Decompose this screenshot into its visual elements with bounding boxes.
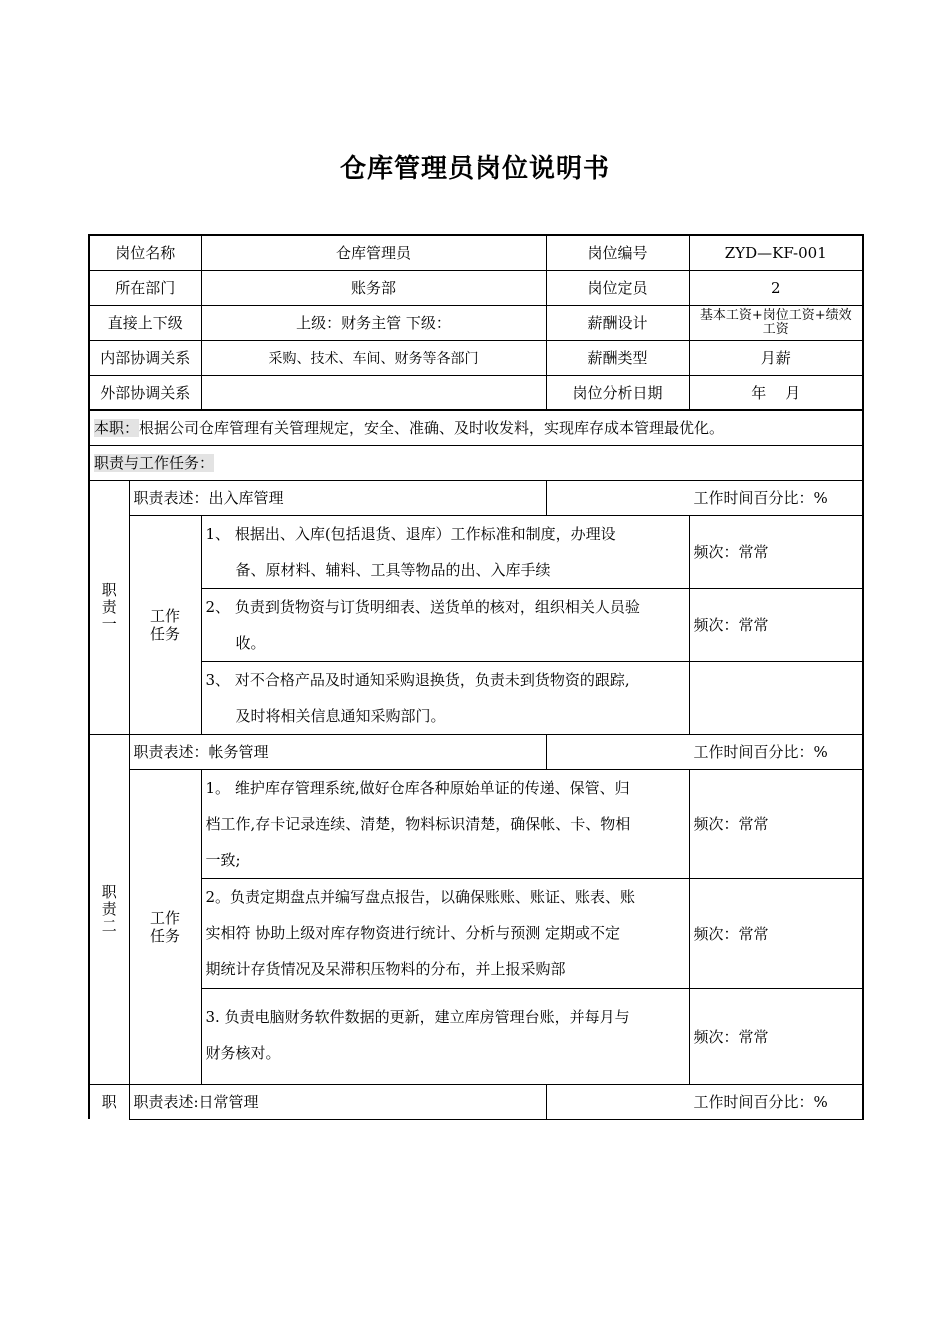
info-row	[89, 305, 863, 340]
info-row	[89, 270, 863, 305]
task-row	[89, 588, 863, 661]
info-key: 所在部门	[89, 270, 201, 305]
duty-desc-row	[89, 480, 863, 515]
info-key: 薪酬类型	[546, 340, 689, 375]
info-key: 岗位定员	[546, 270, 689, 305]
task-row	[89, 988, 863, 1084]
info-value: ZYD—KF-001	[689, 235, 863, 270]
task-row	[89, 661, 863, 734]
duty-summary-text: 根据公司仓库管理有关管理规定，安全、准确、及时收发料，实现库存成本管理最优化。	[139, 419, 725, 438]
info-key: 内部协调关系	[89, 340, 201, 375]
duty-summary	[89, 410, 863, 445]
task-text: 1、 根据出、入库(包括退货、退库）工作标准和制度，办理设 备、原材料、辅料、工具等物品的出、入库手续	[201, 515, 689, 588]
task-frequency: 频次：常常	[689, 769, 863, 878]
duty-percent: 工作时间百分比：%	[546, 480, 863, 515]
duty-label: 职责一	[89, 480, 129, 734]
duty-desc: 职责表述：帐务管理	[129, 734, 546, 769]
info-value: 月薪	[689, 340, 863, 375]
info-row	[89, 340, 863, 375]
info-value: 账务部	[201, 270, 546, 305]
task-text: 3. 负责电脑财务软件数据的更新，建立库房管理台账，并每月与 财务核对。	[201, 988, 689, 1084]
duty-desc: 职责表述：出入库管理	[129, 480, 546, 515]
info-value: 基本工资+岗位工资+绩效工资	[689, 305, 863, 340]
info-value: 仓库管理员	[201, 235, 546, 270]
info-key: 岗位名称	[89, 235, 201, 270]
info-value: 2	[689, 270, 863, 305]
job-description-table	[88, 234, 864, 1120]
task-frequency: 频次：常常	[689, 988, 863, 1084]
duty-summary-label: 本职：	[94, 419, 140, 438]
task-frequency: 频次：常常	[689, 878, 863, 988]
duty-label: 职责二	[89, 734, 129, 1084]
info-row	[89, 375, 863, 410]
task-row	[89, 769, 863, 878]
task-label: 工作任务	[129, 515, 201, 734]
task-text: 3、 对不合格产品及时通知采购退换货，负责未到货物资的跟踪, 及时将相关信息通知采购部门。	[201, 661, 689, 734]
duty-desc-row	[89, 1084, 863, 1119]
duty-percent: 工作时间百分比：%	[546, 1084, 863, 1119]
duty-percent: 工作时间百分比：%	[546, 734, 863, 769]
info-value: 年 月	[689, 375, 863, 410]
duty-desc: 职责表述:日常管理	[129, 1084, 546, 1119]
duty-desc-row	[89, 734, 863, 769]
info-key: 岗位分析日期	[546, 375, 689, 410]
duty-summary-row	[89, 410, 863, 445]
info-key: 直接上下级	[89, 305, 201, 340]
info-value: 采购、技术、车间、财务等各部门	[201, 340, 546, 375]
task-label: 工作任务	[129, 769, 201, 1084]
page-title: 仓库管理员岗位说明书	[339, 154, 610, 184]
info-row	[89, 235, 863, 270]
task-frequency: 频次：常常	[689, 588, 863, 661]
info-key: 外部协调关系	[89, 375, 201, 410]
info-key: 岗位编号	[546, 235, 689, 270]
task-row	[89, 878, 863, 988]
task-frequency: 频次：常常	[689, 515, 863, 588]
task-frequency	[689, 661, 863, 734]
section-label-cell	[89, 445, 863, 480]
task-text: 2、 负责到货物资与订货明细表、送货单的核对，组织相关人员验 收。	[201, 588, 689, 661]
section-label-row	[89, 445, 863, 480]
task-text: 2。负责定期盘点并编写盘点报告，以确保账账、账证、账表、账 实相符 协助上级对库存物资进行统计、分析与预测 定期或不定 期统计存货情况及呆滞积压物料的分布，并上报采购部	[201, 878, 689, 988]
task-row	[89, 515, 863, 588]
info-value: 上级：财务主管 下级：	[201, 305, 546, 340]
info-value	[201, 375, 546, 410]
task-text: 1。 维护库存管理系统,做好仓库各种原始单证的传递、保管、归 档工作,存卡记录连续、清楚，物料标识清楚，确保帐、卡、物相 一致;	[201, 769, 689, 878]
section-label: 职责与工作任务：	[94, 454, 215, 472]
duty-label: 职	[89, 1084, 129, 1119]
info-key: 薪酬设计	[546, 305, 689, 340]
